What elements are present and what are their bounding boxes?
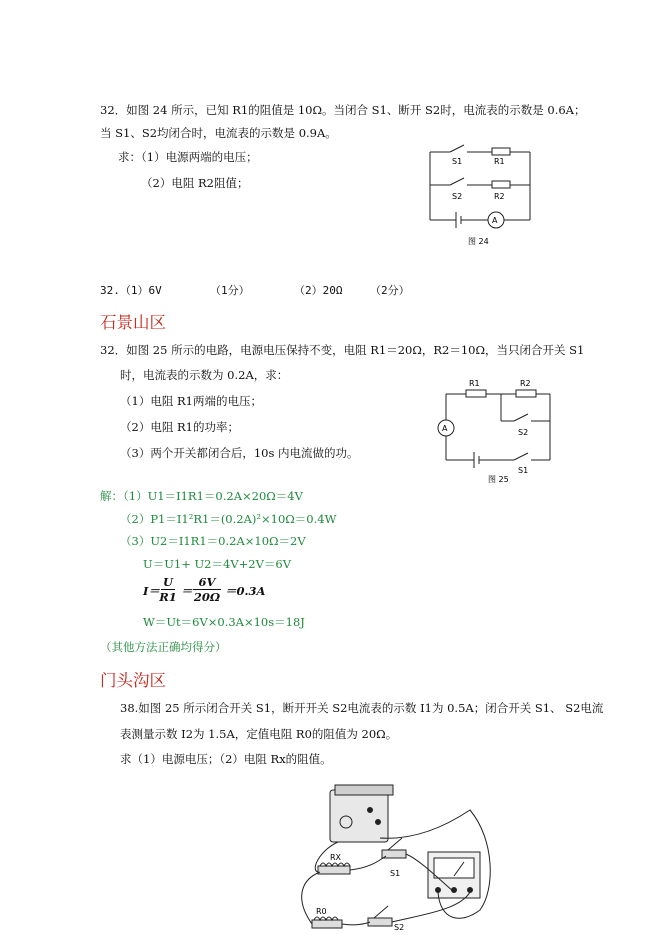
apparatus-label-s2: S2	[394, 923, 405, 932]
answer-32-part2: （2）20Ω	[294, 284, 343, 297]
solution-line4: U＝U1+ U2＝4V+2V＝6V	[143, 557, 292, 571]
q32a-line1: 32．如图 24 所示，已知 R1的阻值是 10Ω。当闭合 S1、断开 S2时，电流表的示数是 0.6A；	[100, 103, 586, 117]
q38-line2: 表测量示数 I2为 1.5A，定值电阻 R0的阻值为 20Ω。	[120, 727, 398, 741]
fraction-lhs: I＝	[143, 584, 160, 598]
solution-line2: （2）P1＝I1²R1＝(0.2A)²×10Ω＝0.4W	[120, 512, 337, 526]
fraction-denominator-20: 20Ω	[193, 590, 221, 604]
apparatus-illustration	[290, 780, 500, 935]
fig25-label-s1: S1	[518, 466, 529, 475]
fig24-caption: 图 24	[468, 237, 489, 246]
solution-line1: 解：（1）U1＝I1R1＝0.2A×20Ω＝4V	[100, 489, 303, 503]
fraction-numerator-6v: 6V	[193, 575, 221, 590]
fraction-result: ＝0.3A	[225, 584, 266, 598]
q32b-sub1: （1）电阻 R1两端的电压；	[120, 394, 262, 408]
q38-line1: 38.如图 25 所示闭合开关 S1，断开开关 S2电流表的示数 I1为 0.5A；闭合开关 S1、 S2电流	[120, 701, 604, 715]
district-heading-shijingshan: 石景山区	[100, 313, 166, 332]
fig25-ammeter-label: A	[442, 424, 448, 433]
fraction-eq: ＝	[181, 584, 193, 598]
q38-line3: 求（1）电源电压；（2）电阻 Rx的阻值。	[120, 752, 332, 766]
figure-25-circuit	[436, 374, 556, 486]
fig25-label-s2: S2	[518, 428, 529, 437]
fig25-caption: 图 25	[488, 475, 509, 484]
fig25-label-r2: R2	[520, 379, 531, 388]
answer-32-part1: 32.（1）6V	[100, 284, 162, 297]
label-s2: S2	[452, 192, 463, 201]
label-r2: R2	[494, 192, 505, 201]
q32b-sub3: （3）两个开关都闭合后，10s 内电流做的功。	[120, 446, 359, 460]
q32b-line1: 32．如图 25 所示的电路，电源电压保持不变，电阻 R1＝20Ω，R2＝10Ω，当只闭合开关 S1	[100, 343, 585, 357]
answer-32-point1: （1分）	[210, 284, 250, 297]
fraction-denominator-r1: R1	[159, 590, 177, 604]
q32a-sub1: 求：（1）电源两端的电压；	[118, 150, 258, 164]
figure-24-circuit	[420, 140, 540, 250]
apparatus-label-rx: RX	[330, 853, 342, 862]
solution-note: （其他方法正确均得分）	[100, 640, 227, 654]
q32b-sub2: （2）电阻 R1的功率；	[120, 420, 239, 434]
answer-32-point2: （2分）	[370, 284, 410, 297]
label-r1: R1	[494, 157, 505, 166]
q32a-sub2: （2）电阻 R2阻值；	[141, 176, 249, 190]
label-s1: S1	[452, 157, 463, 166]
apparatus-label-r0: R0	[316, 907, 327, 916]
ammeter-label: A	[492, 216, 498, 225]
solution-line3: （3）U2＝I1R1＝0.2A×10Ω＝2V	[120, 534, 306, 548]
solution-line6: W＝Ut＝6V×0.3A×10s＝18J	[143, 615, 305, 629]
fraction-numerator-u: U	[162, 575, 174, 589]
apparatus-label-s1: S1	[390, 869, 401, 878]
district-heading-mentougou: 门头沟区	[100, 671, 166, 690]
fig25-label-r1: R1	[469, 379, 480, 388]
q32b-line2: 时，电流表的示数为 0.2A，求：	[120, 368, 289, 382]
q32a-line2: 当 S1、S2均闭合时，电流表的示数是 0.9A。	[100, 126, 337, 140]
